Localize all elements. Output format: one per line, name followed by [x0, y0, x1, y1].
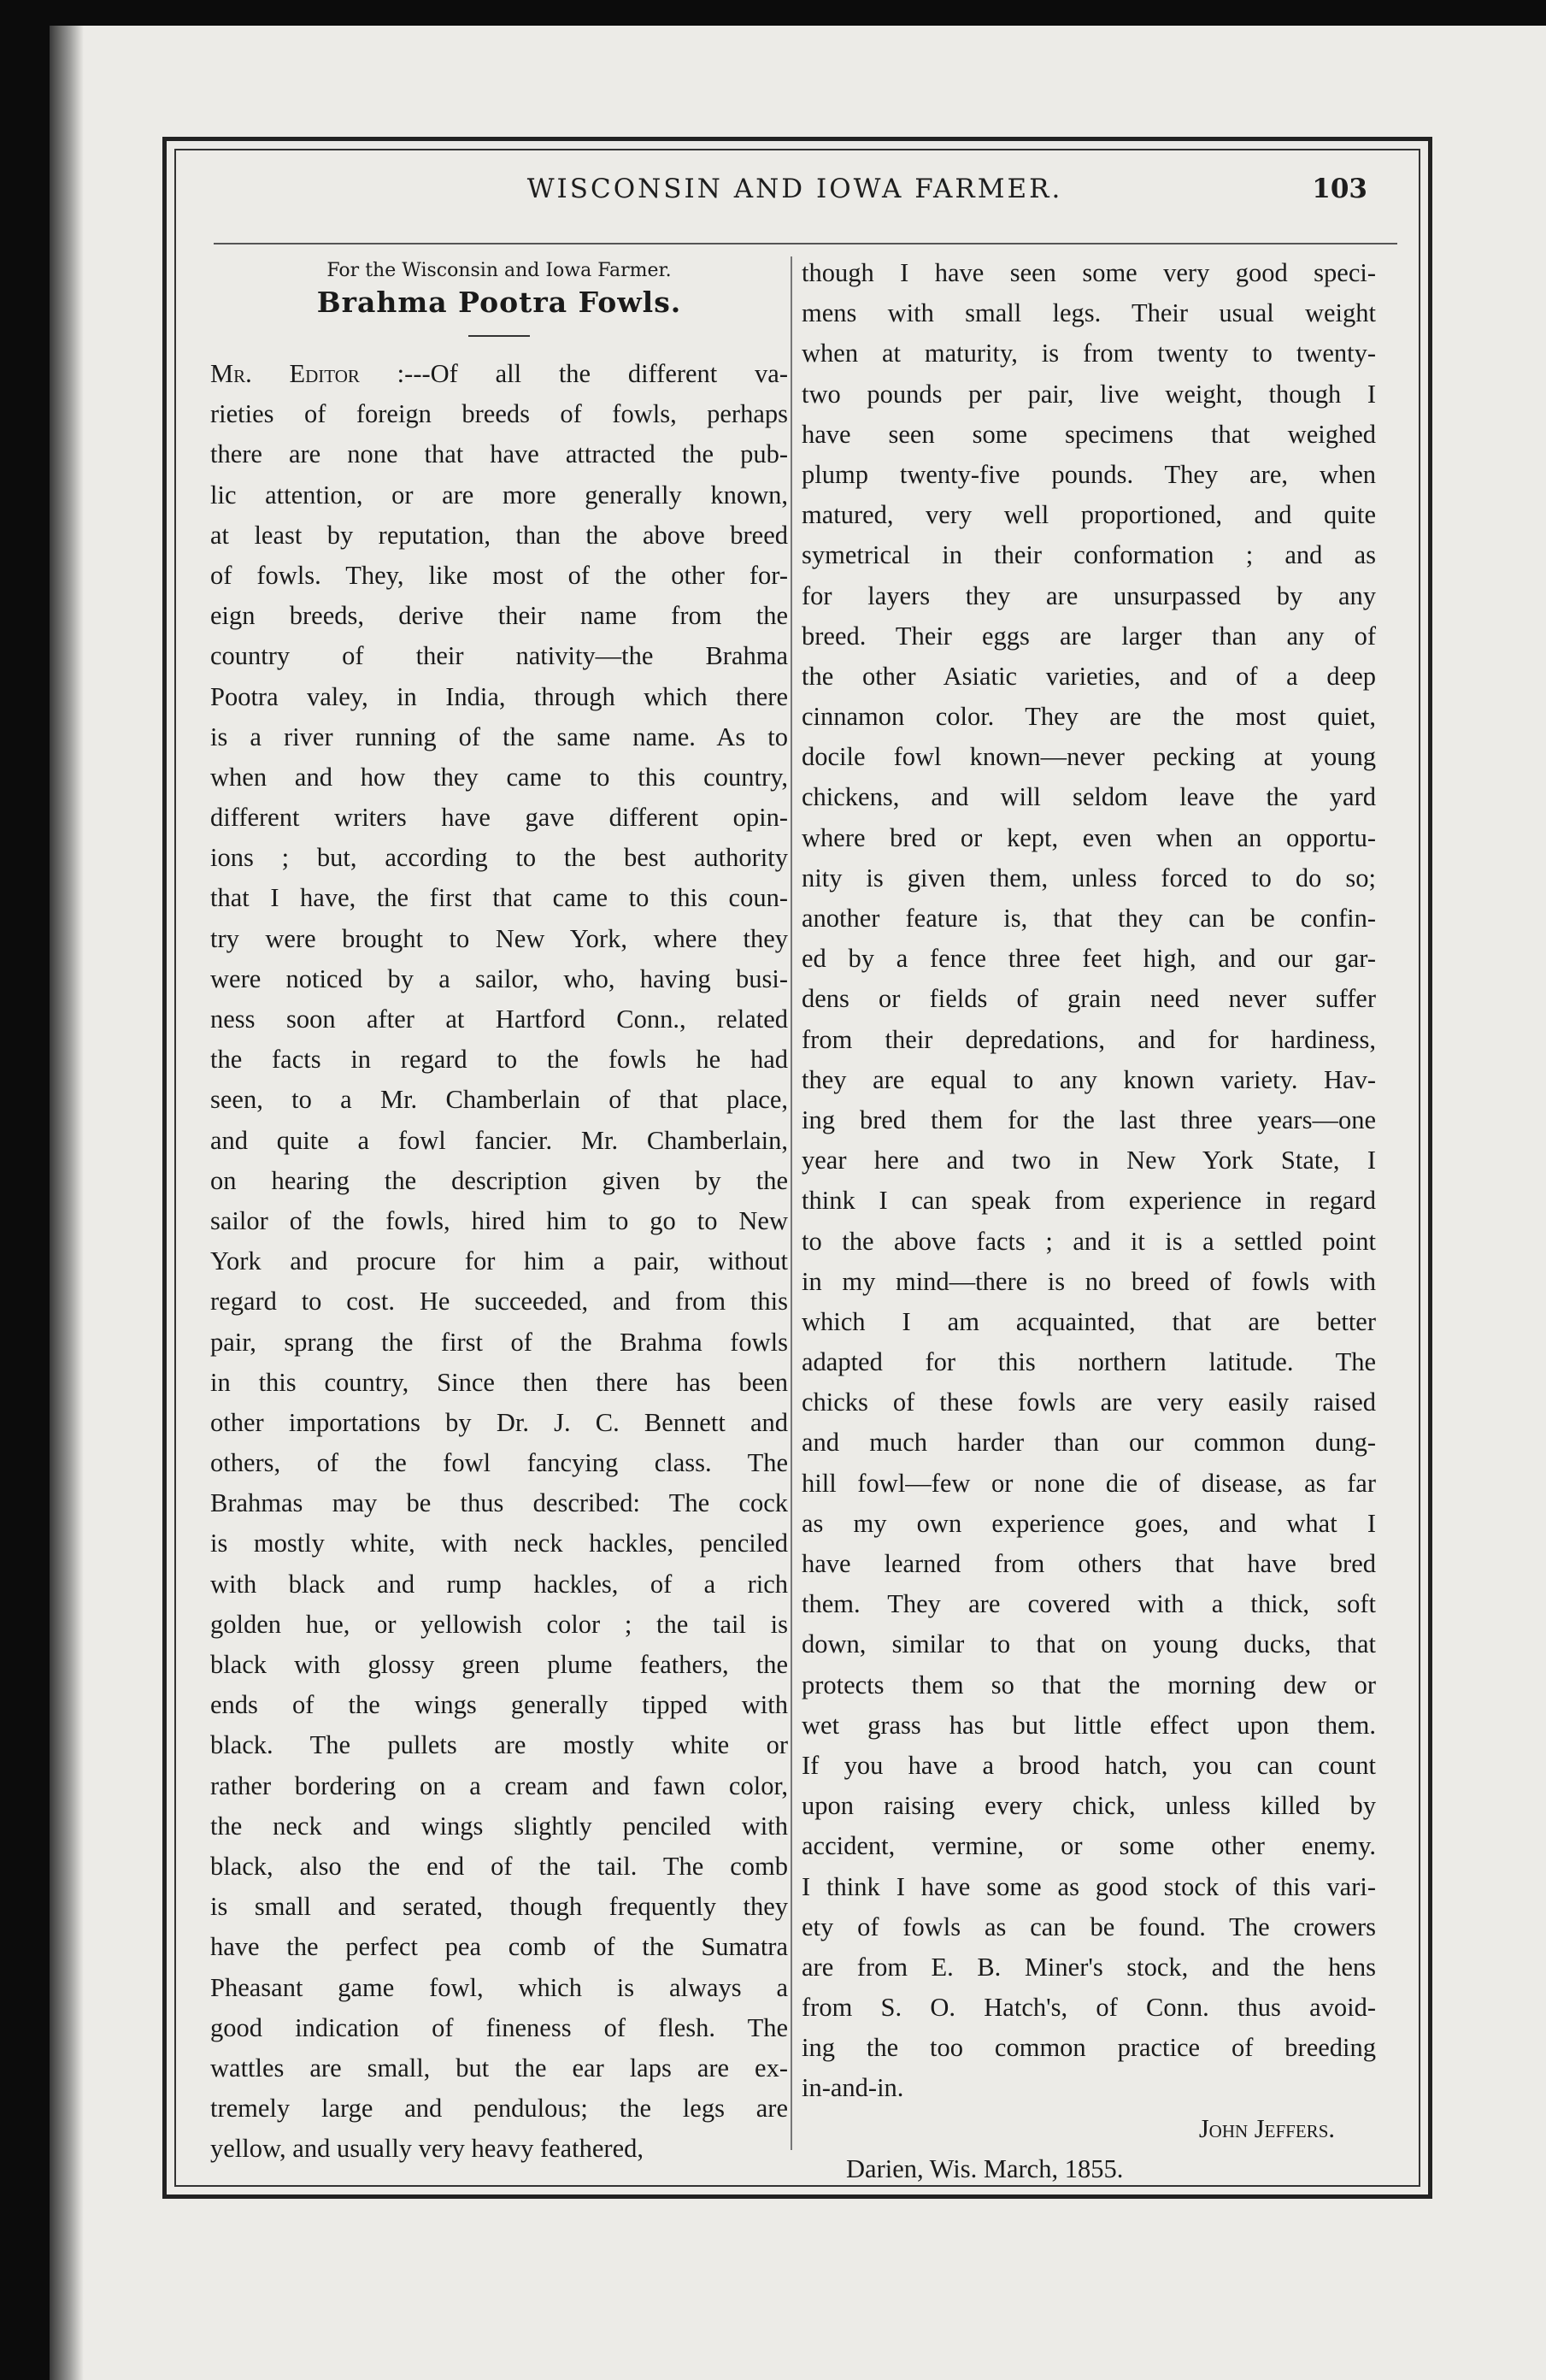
- text-line: ions ; but, according to the best authority: [210, 843, 788, 873]
- text-line: country of their nativity—the Brahma: [210, 641, 788, 671]
- text-line: ed by a fence three feet high, and our gar-: [802, 944, 1376, 974]
- text-line: I think I have some as good stock of this vari-: [802, 1871, 1376, 1901]
- text-line: symetrical in their conformation ; and as: [802, 540, 1376, 570]
- text-line: other importations by Dr. J. C. Bennett and: [210, 1407, 788, 1437]
- text-line: is mostly white, with neck hackles, penciled: [210, 1529, 788, 1558]
- title-rule: [468, 335, 530, 337]
- text-line: yellow, and usually very heavy feathered,: [210, 2134, 644, 2164]
- text-line: are from E. B. Miner's stock, and the hens: [802, 1952, 1376, 1982]
- text-line: at least by reputation, than the above breed: [210, 520, 788, 550]
- text-line: accident, vermine, or some other enemy.: [802, 1831, 1376, 1861]
- text-line: breed. Their eggs are larger than any of: [802, 621, 1376, 651]
- text-line: which I am acquainted, that are better: [802, 1306, 1376, 1336]
- text-line: If you have a brood hatch, you can count: [802, 1750, 1376, 1780]
- column-divider: [791, 256, 792, 2150]
- author-signature: John Jeffers.: [1198, 2113, 1335, 2143]
- text-line: in-and-in.: [802, 2073, 904, 2103]
- text-line: hill fowl—few or none die of disease, as far: [802, 1468, 1376, 1498]
- text-line: have the perfect pea comb of the Sumatra: [210, 1932, 788, 1962]
- text-line: seen, to a Mr. Chamberlain of that place,: [210, 1085, 788, 1115]
- text-line: ends of the wings generally tipped with: [210, 1690, 788, 1720]
- right-column: [802, 253, 1376, 2189]
- text-line: York and procure for him a pair, without: [210, 1246, 788, 1276]
- text-line: ing the too common practice of breeding: [802, 2033, 1376, 2063]
- text-line-rest: ---Of all the different va-: [404, 359, 788, 388]
- text-line: dens or fields of grain need never suffer: [802, 984, 1376, 1014]
- header-rule: [214, 243, 1397, 244]
- text-line: ness soon after at Hartford Conn., related: [210, 1004, 788, 1034]
- text-line: there are none that have attracted the pub-: [210, 439, 788, 469]
- right-column-text: [802, 253, 1376, 2109]
- text-line: the facts in regard to the fowls he had: [210, 1045, 788, 1075]
- left-column: [210, 253, 788, 2169]
- text-line: to the above facts ; and it is a settled point: [802, 1226, 1376, 1256]
- text-line: different writers have gave different opin-: [210, 803, 788, 833]
- page-number: 103: [1312, 174, 1367, 204]
- text-line: matured, very well proportioned, and quite: [802, 500, 1376, 530]
- text-line: wattles are small, but the ear laps are ex-: [210, 2053, 788, 2082]
- text-line: rieties of foreign breeds of fowls, perhaps: [210, 399, 788, 429]
- text-line: sailor of the fowls, hired him to go to New: [210, 1205, 788, 1235]
- text-line: lic attention, or are more generally known,: [210, 480, 788, 510]
- text-line: have seen some specimens that weighed: [802, 419, 1376, 449]
- text-line: year here and two in New York State, I: [802, 1146, 1376, 1175]
- text-line: the neck and wings slightly penciled with: [210, 1811, 788, 1841]
- text-line: try were brought to New York, where they: [210, 923, 788, 953]
- text-line: for layers they are unsurpassed by any: [802, 580, 1376, 610]
- text-line: as my own experience goes, and what I: [802, 1508, 1376, 1538]
- text-line: two pounds per pair, live weight, though I: [802, 379, 1376, 409]
- text-line: is small and serated, though frequently they: [210, 1892, 788, 1922]
- text-line: chicks of these fowls are very easily raised: [802, 1387, 1376, 1417]
- text-line: another feature is, that they can be confin-: [802, 904, 1376, 933]
- text-line: where bred or kept, even when an opportu-: [802, 822, 1376, 852]
- text-line: pair, sprang the first of the Brahma fowls: [210, 1327, 788, 1357]
- text-line: regard to cost. He succeeded, and from this: [210, 1287, 788, 1317]
- text-line: upon raising every chick, unless killed by: [802, 1791, 1376, 1821]
- text-line: [210, 354, 788, 394]
- dateline: Darien, Wis. March, 1855.: [846, 2153, 1124, 2183]
- text-line: black with glossy green plume feathers, the: [210, 1650, 788, 1679]
- text-line: black. The pullets are mostly white or: [210, 1730, 788, 1760]
- text-line: docile fowl known—never pecking at young: [802, 742, 1376, 772]
- running-header: [197, 174, 1393, 216]
- text-line: ing bred them for the last three years—one: [802, 1105, 1376, 1134]
- text-line: and quite a fowl fancier. Mr. Chamberlain,: [210, 1125, 788, 1155]
- text-line: and much harder than our common dung-: [802, 1428, 1376, 1458]
- text-line: Pheasant game fowl, which is always a: [210, 1972, 788, 2002]
- text-line: from S. O. Hatch's, of Conn. thus avoid-: [802, 1993, 1376, 2023]
- text-line: Pootra valey, in India, through which there: [210, 681, 788, 711]
- text-line: wet grass has but little effect upon them.: [802, 1710, 1376, 1740]
- text-line: when and how they came to this country,: [210, 762, 788, 792]
- text-line: rather bordering on a cream and fawn color,: [210, 1770, 788, 1800]
- left-column-text: [210, 354, 788, 2169]
- text-line: think I can speak from experience in regard: [802, 1186, 1376, 1216]
- text-line: they are equal to any known variety. Hav-: [802, 1064, 1376, 1094]
- text-line: of fowls. They, like most of the other for-: [210, 560, 788, 590]
- text-line: on hearing the description given by the: [210, 1165, 788, 1195]
- text-line: protects them so that the morning dew or: [802, 1670, 1376, 1700]
- text-line: Brahmas may be thus described: The cock: [210, 1488, 788, 1518]
- text-line: from their depredations, and for hardiness,: [802, 1024, 1376, 1054]
- article-title: Brahma Pootra Fowls.: [316, 286, 682, 319]
- text-line: them. They are covered with a thick, soft: [802, 1589, 1376, 1619]
- text-line: plump twenty-five pounds. They are, when: [802, 459, 1376, 489]
- text-line: the other Asiatic varieties, and of a deep: [802, 661, 1376, 691]
- article-kicker: For the Wisconsin and Iowa Farmer.: [326, 260, 672, 281]
- salutation: Mr. Editor :: [210, 359, 405, 388]
- text-line: others, of the fowl fancying class. The: [210, 1448, 788, 1478]
- text-line: ety of fowls as can be found. The crowers: [802, 1912, 1376, 1941]
- text-line: down, similar to that on young ducks, that: [802, 1629, 1376, 1659]
- text-line: were noticed by a sailor, who, having busi-: [210, 963, 788, 993]
- text-line: cinnamon color. They are the most quiet,: [802, 702, 1376, 732]
- text-line: eign breeds, derive their name from the: [210, 601, 788, 631]
- running-title: WISCONSIN AND IOWA FARMER.: [526, 174, 1063, 204]
- text-line: that I have, the first that came to this coun-: [210, 883, 788, 913]
- text-line: though I have seen some very good speci-: [802, 258, 1376, 287]
- text-line: golden hue, or yellowish color ; the tail is: [210, 1609, 788, 1639]
- text-line: nity is given them, unless forced to do so;: [802, 863, 1376, 892]
- binding-gutter: [50, 26, 84, 2380]
- text-line: good indication of fineness of flesh. The: [210, 2012, 788, 2042]
- text-line: is a river running of the same name. As to: [210, 722, 788, 751]
- text-line: have learned from others that have bred: [802, 1549, 1376, 1578]
- text-line: black, also the end of the tail. The comb: [210, 1851, 788, 1881]
- text-line: tremely large and pendulous; the legs are: [210, 2094, 788, 2124]
- text-line: chickens, and will seldom leave the yard: [802, 782, 1376, 812]
- text-line: with black and rump hackles, of a rich: [210, 1569, 788, 1599]
- text-line: in my mind—there is no breed of fowls with: [802, 1266, 1376, 1296]
- text-line: in this country, Since then there has been: [210, 1367, 788, 1397]
- text-line: adapted for this northern latitude. The: [802, 1347, 1376, 1377]
- text-line: when at maturity, is from twenty to twenty-: [802, 339, 1376, 368]
- text-line: mens with small legs. Their usual weight: [802, 298, 1376, 328]
